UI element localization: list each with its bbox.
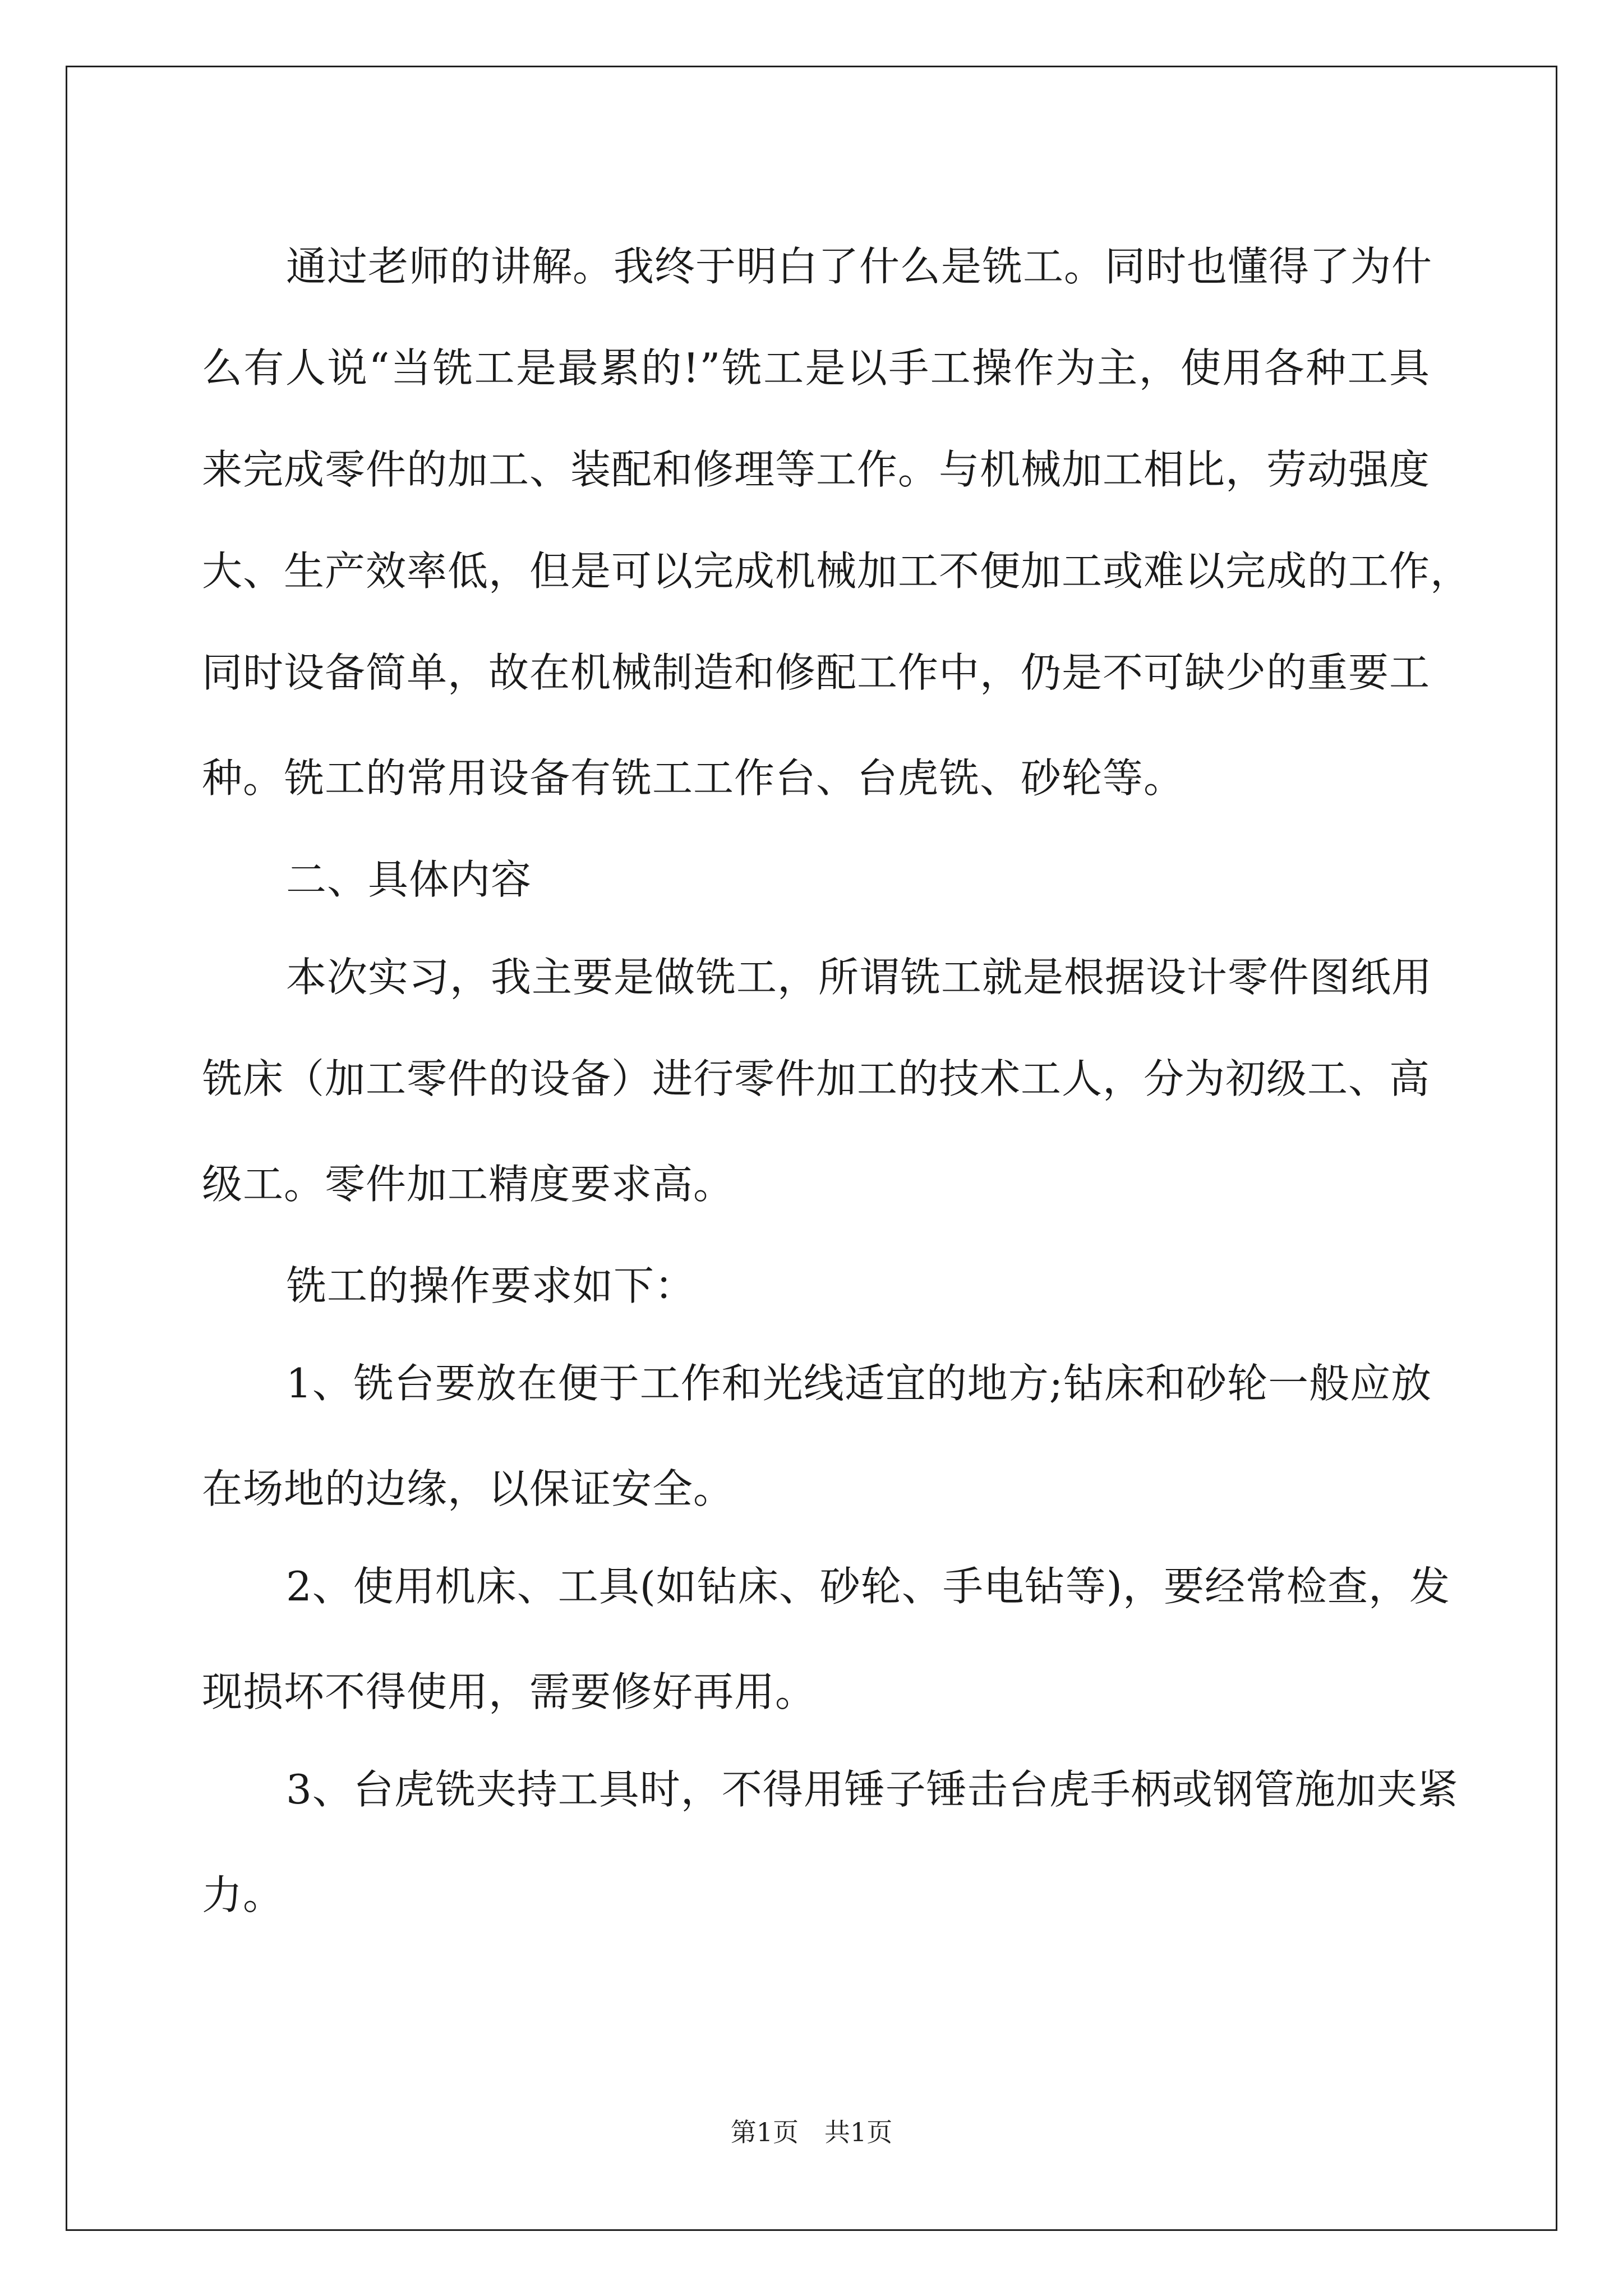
- paragraph-line: 通过老师的讲解。我终于明白了什么是铣工。同时也懂得了为什: [286, 243, 1433, 290]
- list-item-line: 现损坏不得使用，需要修好再用。: [202, 1668, 817, 1715]
- paragraph-line: 铣床（加工零件的设备）进行零件加工的技术工人，分为初级工、高: [202, 1055, 1431, 1102]
- paragraph-line: 本次实习，我主要是做铣工，所谓铣工就是根据设计零件图纸用: [286, 954, 1433, 1001]
- paragraph-line: 级工。零件加工精度要求高。: [202, 1160, 735, 1208]
- list-item-line: 在场地的边缘，以保证安全。: [202, 1465, 735, 1512]
- paragraph-line: 大、生产效率低，但是可以完成机械加工不便加工或难以完成的工作，: [202, 547, 1472, 595]
- list-item-line: 1、铣台要放在便于工作和光线适宜的地方;钻床和砂轮一般应放: [286, 1360, 1432, 1407]
- paragraph-line: 铣工的操作要求如下：: [286, 1262, 696, 1309]
- page-footer: 第1页 共1页: [730, 2117, 893, 2147]
- paragraph-line: 么有人说“当铣工是最累的!”铣工是以手工操作为主，使用各种工具: [202, 344, 1430, 392]
- list-item-line: 力。: [202, 1871, 284, 1918]
- document-body: [202, 216, 1472, 1942]
- section-heading: 二、具体内容: [286, 855, 532, 903]
- list-item-line: 3、台虎铣夹持工具时，不得用锤子锤击台虎手柄或钢管施加夹紧: [286, 1766, 1459, 1813]
- paragraph-line: 种。铣工的常用设备有铣工工作台、台虎铣、砂轮等。: [202, 754, 1185, 802]
- paragraph-line: 来完成零件的加工、装配和修理等工作。与机械加工相比，劳动强度: [202, 446, 1431, 493]
- list-item-line: 2、使用机床、工具(如钻床、砂轮、手电钻等)，要经常检查，发: [286, 1563, 1450, 1610]
- paragraph-line: 同时设备简单，故在机械制造和修配工作中，仍是不可缺少的重要工: [202, 649, 1431, 696]
